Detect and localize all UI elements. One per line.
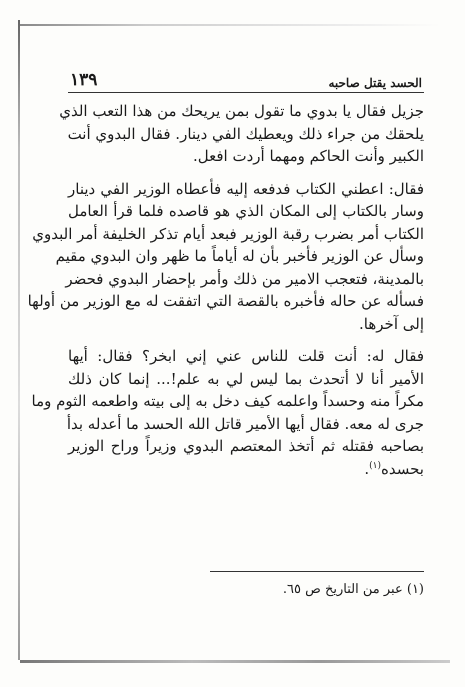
header-rule	[68, 92, 424, 93]
footnote	[68, 582, 424, 597]
final-word: بحسده	[381, 459, 424, 478]
page-edge-top	[20, 24, 440, 26]
text-line: مكراً منه وحسداً واعلمه كيف دخل به إلى بيته واطعمه الثوم وما	[31, 392, 424, 410]
running-title: الحسد يقتل صاحبه	[328, 76, 422, 90]
footnote-text: عبر من التاريخ ص ٦٥.	[282, 582, 403, 597]
footnote-reference: (١)	[369, 460, 382, 471]
footnote-rule	[210, 571, 424, 572]
text-line: جرى له معه. فقال أيها الأمير قاتل الله الحسد ما أعدله بدأ	[66, 414, 424, 433]
text-line: جزيل فقال يا بدوي ما تقول بمن يريحك من هذا التعب الذي	[59, 102, 424, 120]
text-line: وسأل عن الوزير فأخبر بأن له أياماً ما ظهر وان البدوي مقيم	[55, 247, 424, 265]
text-line-final	[68, 458, 424, 481]
text-line: يلحقك من جراء ذلك ويعطيك الفي دينار. فقال البدوي أنت	[67, 124, 424, 143]
text-line: فسأله عن حاله فأخبره بالقصة التي اتفقت له مع الوزير من أولها	[27, 292, 424, 310]
text-line: إلى آخرها.	[359, 314, 424, 333]
text-line: فقال له: أنت قلت للناس عني إني ابخر؟ فقال: أيها	[68, 347, 424, 365]
text-line: الأمير أنا لا أتحدث بما ليس لي به علم!... إنما كان ذلك	[68, 369, 424, 388]
text-line: الكتاب أمر بضرب رقبة الوزير فبعد أيام تذكر الخليفة أمر البدوي	[32, 224, 424, 243]
body-text	[27, 100, 424, 490]
page-edge-bottom	[20, 660, 450, 663]
paragraph-1	[59, 100, 424, 168]
page-header	[70, 70, 422, 90]
final-period: .	[364, 459, 370, 478]
page-edge-left	[18, 20, 20, 660]
footnote-marker: (١)	[406, 582, 424, 597]
paragraph-2	[27, 178, 424, 336]
page-number: ١٣٩	[70, 70, 98, 90]
text-line: فقال: اعطني الكتاب فدفعه إليه فأعطاه الوزير الفي دينار	[68, 179, 424, 198]
text-line: بصاحبه فقتله ثم أتخذ المعتصم البدوي وزيراً وراح الوزير	[68, 437, 424, 455]
text-line: بالمدينة، فتعجب الامير من ذلك وأمر بإحضار البدوي فحضر	[65, 269, 424, 288]
text-line: الكبير وأنت الحاكم ومهما أردت افعل.	[193, 147, 424, 165]
text-line: وسار بالكتاب إلى المكان الذي هو قاصده فلما قرأ العامل	[68, 202, 424, 220]
paragraph-3	[31, 345, 424, 480]
